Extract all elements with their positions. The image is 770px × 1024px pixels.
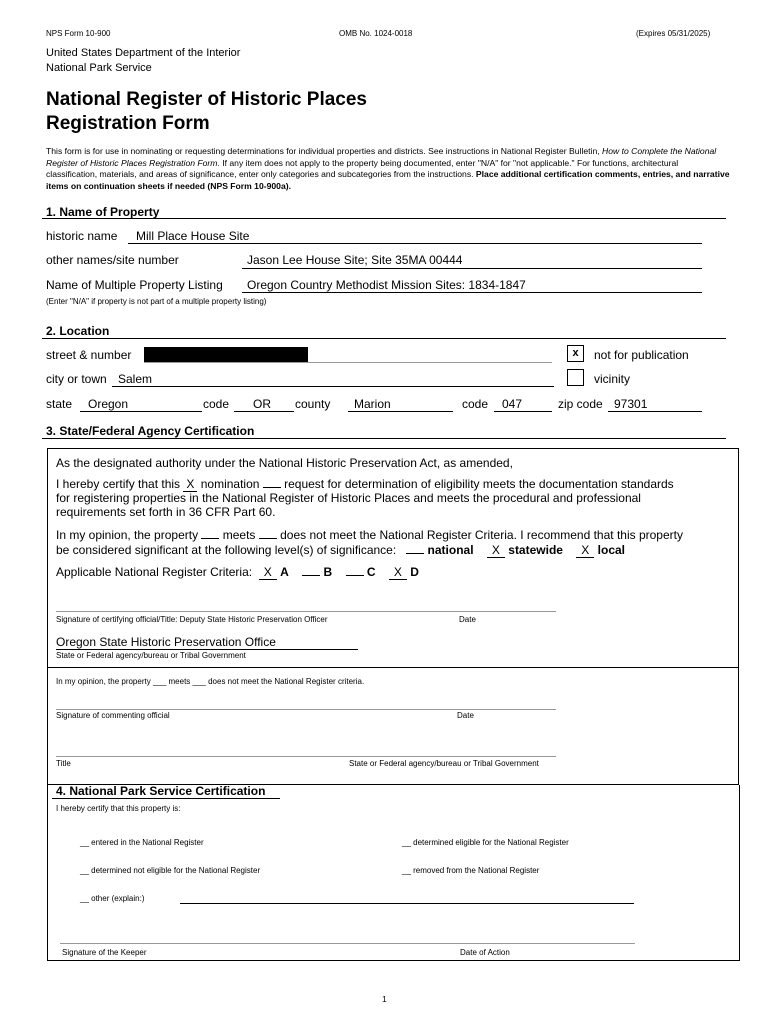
title-label: Title <box>56 759 71 768</box>
box-bottom <box>47 960 740 961</box>
nomination-mark[interactable]: X <box>183 477 197 492</box>
criterion-a-mark[interactable]: X <box>259 565 277 580</box>
county-code-value[interactable]: 047 <box>502 397 523 411</box>
historic-name-label: historic name <box>46 229 118 243</box>
other-names-value[interactable]: Jason Lee House Site; Site 35MA 00444 <box>247 253 463 267</box>
not-for-publication-label: not for publication <box>594 348 689 362</box>
meets-mark[interactable] <box>201 529 219 539</box>
intro-paragraph: This form is for use in nominating or requesting determinations for individual properties and districts. See instructions in National Register Bulletin, How to Complete the National Register of Historic Places Registration Form. If any item does not apply to the property being documented, enter "N/A" for "not applicable." For functions, architectural classification, materials, and areas of significance, enter only categories and subcategories from the instructions. Place additional certification comments, entries, and narrative items on continuation sheets if needed (NPS Form 10-900a). <box>46 146 730 191</box>
statewide-label: statewide <box>508 543 563 557</box>
section-1-heading: 1. Name of Property <box>46 205 160 219</box>
field-line <box>234 411 294 412</box>
option-removed[interactable]: __ removed from the National Register <box>402 866 540 875</box>
state-code-value[interactable]: OR <box>253 397 271 411</box>
field-line <box>242 292 702 293</box>
section-3-heading: 3. State/Federal Agency Certification <box>46 424 255 438</box>
vicinity-label: vicinity <box>594 372 631 386</box>
agency-value[interactable]: Oregon State Historic Preservation Office <box>56 635 276 649</box>
explain-line <box>180 903 634 904</box>
signature-line <box>56 756 556 757</box>
agency-line-2: National Park Service <box>46 62 152 74</box>
zip-value[interactable]: 97301 <box>614 397 648 411</box>
section-2-heading: 2. Location <box>46 324 110 338</box>
field-line <box>128 243 702 244</box>
section-divider <box>42 438 726 439</box>
omb-number: OMB No. 1024-0018 <box>339 29 413 38</box>
certify-line-2: for registering properties in the National Register of Historic Places and meets the procedural and professional <box>56 491 641 505</box>
date-of-action-label: Date of Action <box>460 948 510 957</box>
certifying-official-label: Signature of certifying official/Title: Deputy State Historic Preservation Officer <box>56 615 328 624</box>
agency-line-1: United States Department of the Interior <box>46 47 241 59</box>
opinion-line-1: In my opinion, the property meets does not meet the National Register Criteria. I recommend that this property <box>56 528 683 542</box>
field-line <box>494 411 552 412</box>
certify-line-1: I hereby certify that this X nomination request for determination of eligibility meets the documentation standards <box>56 477 674 491</box>
nps-certify-statement: I hereby certify that this property is: <box>56 804 181 813</box>
field-line <box>56 649 358 650</box>
city-value[interactable]: Salem <box>118 372 153 386</box>
city-label: city or town <box>46 372 107 386</box>
section-4-heading: 4. National Park Service Certification <box>56 784 266 798</box>
box-border <box>47 785 48 960</box>
section-divider <box>52 798 280 799</box>
commenting-official-label: Signature of commenting official <box>56 711 170 720</box>
section-divider <box>42 218 726 219</box>
state-code-label: code <box>203 397 230 411</box>
county-value[interactable]: Marion <box>354 397 391 411</box>
does-not-meet-mark[interactable] <box>259 529 277 539</box>
state-value[interactable]: Oregon <box>88 397 129 411</box>
local-mark[interactable]: X <box>576 543 594 558</box>
national-mark[interactable] <box>406 544 424 554</box>
agency-label: State or Federal agency/bureau or Tribal Government <box>349 759 539 768</box>
criteria-line: Applicable National Register Criteria: X A B C X D <box>56 565 419 579</box>
field-line <box>348 411 453 412</box>
zip-label: zip code <box>558 397 603 411</box>
state-label: state <box>46 397 73 411</box>
option-determined-eligible[interactable]: __ determined eligible for the National Register <box>402 838 569 847</box>
multiple-property-note: (Enter "N/A" if property is not part of a multiple property listing) <box>46 297 267 306</box>
commenting-opinion: In my opinion, the property ___ meets ___ does not meet the National Register criteria. <box>56 677 365 686</box>
option-entered[interactable]: __ entered in the National Register <box>80 838 204 847</box>
redacted-street-address <box>144 347 308 362</box>
option-other[interactable]: __ other (explain:) <box>80 894 145 903</box>
criterion-b-mark[interactable] <box>302 566 320 576</box>
form-number: NPS Form 10-900 <box>46 29 111 38</box>
field-line <box>608 411 702 412</box>
page-title-line-1: National Register of Historic Places <box>46 89 367 110</box>
agency-label: State or Federal agency/bureau or Tribal Government <box>56 651 246 660</box>
criterion-c-mark[interactable] <box>346 566 364 576</box>
other-names-label: other names/site number <box>46 253 179 267</box>
field-line <box>144 362 552 363</box>
option-determined-not-eligible[interactable]: __ determined not eligible for the National Register <box>80 866 261 875</box>
multiple-property-label: Name of Multiple Property Listing <box>46 278 223 292</box>
field-line <box>80 411 202 412</box>
criterion-d-mark[interactable]: X <box>389 565 407 580</box>
multiple-property-value[interactable]: Oregon Country Methodist Mission Sites: 1834-1847 <box>247 278 526 292</box>
authority-statement: As the designated authority under the National Historic Preservation Act, as amended, <box>56 456 513 470</box>
street-label: street & number <box>46 348 132 362</box>
section-divider <box>42 338 726 339</box>
date-label: Date <box>459 615 476 624</box>
opinion-line-2: be considered significant at the following level(s) of significance: national X statewide X local <box>56 543 626 557</box>
vicinity-checkbox[interactable] <box>567 369 584 386</box>
certify-line-3: requirements set forth in 36 CFR Part 60. <box>56 505 276 519</box>
page-title-line-2: Registration Form <box>46 113 210 134</box>
local-label: local <box>597 543 626 557</box>
not-for-publication-checkbox[interactable]: x <box>567 345 584 362</box>
signature-line <box>56 709 556 710</box>
request-mark[interactable] <box>263 478 281 488</box>
page-number: 1 <box>382 994 387 1004</box>
keeper-signature-label: Signature of the Keeper <box>62 948 147 957</box>
date-label: Date <box>457 711 474 720</box>
historic-name-value[interactable]: Mill Place House Site <box>136 229 250 243</box>
expiration-date: (Expires 05/31/2025) <box>636 29 711 38</box>
county-code-label: code <box>462 397 489 411</box>
statewide-mark[interactable]: X <box>487 543 505 558</box>
signature-line <box>56 611 556 612</box>
national-label: national <box>427 543 474 557</box>
box-border <box>739 785 740 960</box>
box-divider <box>47 667 739 668</box>
field-line <box>242 268 702 269</box>
signature-line <box>60 943 635 944</box>
field-line <box>112 386 554 387</box>
county-label: county <box>295 397 331 411</box>
